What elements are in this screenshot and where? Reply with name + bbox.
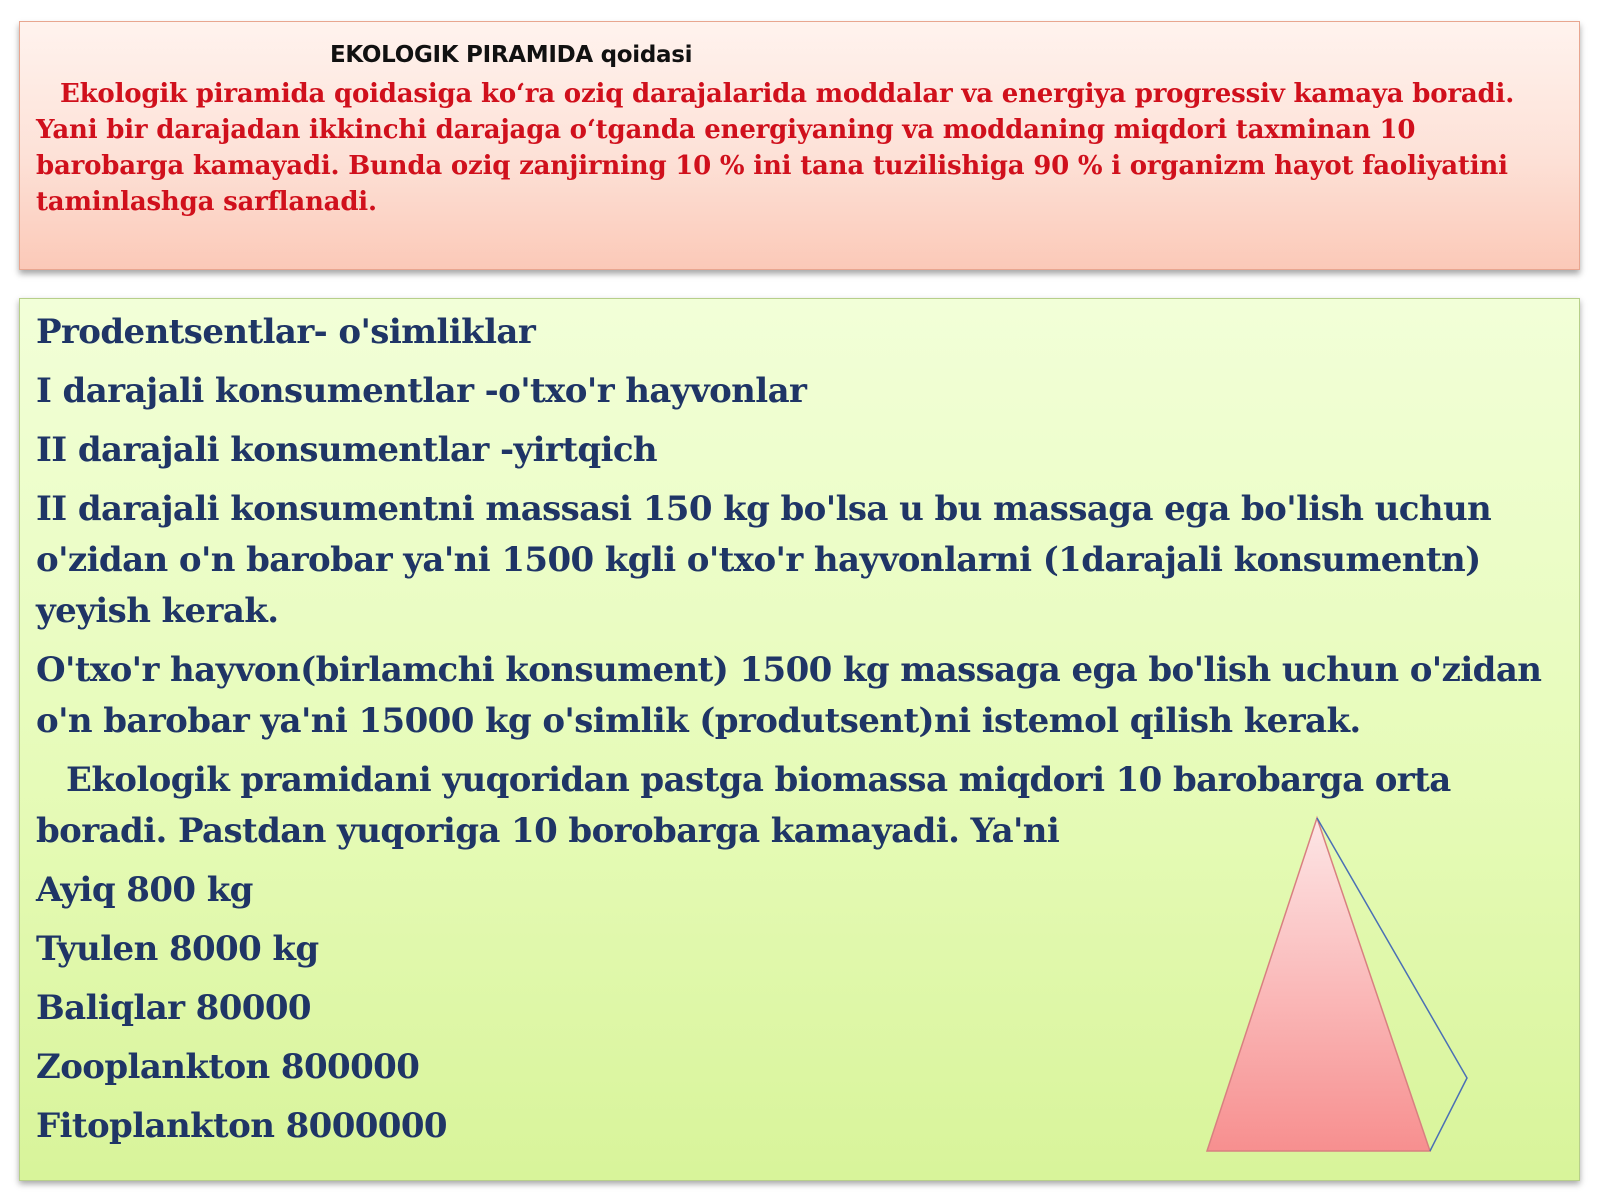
secondary-consumers-line: II darajali konsumentlar -yirtqich: [36, 430, 658, 470]
list-item-phytoplankton: Fitoplankton 8000000: [36, 1106, 447, 1146]
rule-text: Ekologik piramida qoidasiga ko‘ra oziq darajalarida moddalar va energiya progressiv kamaya boradi. Yani bir darajadan ikkinchi darajaga o‘tganda energiyaning va moddaning miqdori taxminan 10 barobarga kamayadi. Bunda oziq zanjirning 10 % ini tana tuzilishiga 90 % i organizm hayot faoliyatini taminlashga sarflanadi.: [36, 79, 1515, 217]
pyramid-front-face: [1207, 818, 1430, 1151]
list-item-fish: Baliqlar 80000: [36, 988, 311, 1028]
pyramid-icon: [1200, 810, 1470, 1160]
primary-consumers-line: I darajali konsumentlar -o'txo'r hayvonlar: [36, 371, 807, 411]
rule-title: EKOLOGIK PIRAMIDA qoidasi: [330, 42, 693, 68]
secondary-consumer-example: II darajali konsumentni massasi 150 kg bo'lsa u bu massaga ega bo'lish uchun o'zidan o'n barobar ya'ni 1500 kgli o'txo'r hayvonlarni (1darajali konsumentn) yeyish kerak.: [36, 489, 1492, 631]
primary-consumer-example: O'txo'r hayvon(birlamchi konsument) 1500 kg massaga ega bo'lish uchun o'zidan o'n barobar ya'ni 15000 kg o'simlik (produtsent)ni istemol qilish kerak.: [36, 650, 1542, 741]
biomass-rule-line: Ekologik pramidani yuqoridan pastga biomassa miqdori 10 barobarga orta boradi. Pastdan yuqoriga 10 borobarga kamayadi. Ya'ni: [36, 760, 1451, 851]
rule-box: [19, 21, 1580, 270]
list-item-zooplankton: Zooplankton 800000: [36, 1047, 420, 1087]
list-item-seal: Tyulen 8000 kg: [36, 929, 319, 969]
list-item-bear: Ayiq 800 kg: [36, 870, 253, 910]
producers-line: Prodentsentlar- o'simliklar: [36, 312, 536, 352]
